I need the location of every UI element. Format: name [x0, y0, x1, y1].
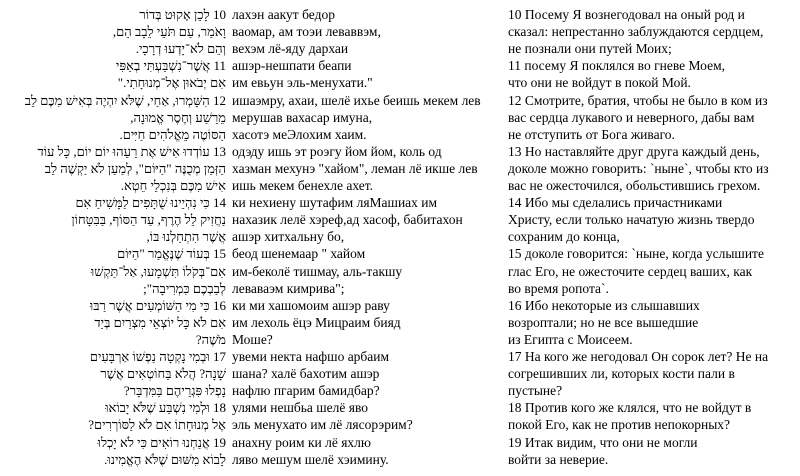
russian-line: Христу, если только начатую жизнь твердо: [508, 212, 755, 228]
russian-line: возроптали; но не все вышедшие: [508, 314, 699, 330]
hebrew-line: 15 בְּעוֹד שֶׁנֶּאֱמַר "הַיּוֹם: [117, 246, 226, 262]
hebrew-line: וָאֹמַר, עַם תֹּעֵי לֵבָב הֵם,: [112, 24, 226, 40]
russian-line: вас сердца лукавого и неверного, дабы вам: [508, 109, 755, 125]
hebrew-line: 10 לָכֵן אָקוּט בְּדוֹר: [139, 7, 226, 22]
transliteration-line: нахазик лелё хэреф,ад хасоф, бабитахон: [232, 212, 463, 228]
transliteration-line: эль менухато им лё лясорэрим?: [232, 417, 413, 433]
russian-line: что они не войдут в покой Мой.: [508, 75, 691, 91]
hebrew-line: 12 הִשָּׁמְרוּ, אַחַי, שֶׁלֹּא יִהְיֶה בְּאִישׁ מִכֶּם לֵב: [24, 92, 226, 108]
russian-line: не познали они путей Моих;: [508, 41, 672, 57]
hebrew-line: לָבוֹא מִשּׁוּם שֶׁלֹּא הֶאֱמִינוּ.: [104, 451, 226, 467]
transliteration-line: ваомар, ам тоэи леваввэм,: [232, 24, 381, 40]
russian-line: 13 Но наставляйте друг друга каждый день,: [508, 143, 760, 159]
russian-line: 15 доколе говорится: `ныне, когда услышите: [508, 246, 764, 262]
russian-line: 11 посему Я поклялся во гневе Моем,: [508, 58, 725, 74]
transliteration-line: лахэн аакут бедор: [232, 7, 335, 22]
transliteration-line: хазман мехунэ "хайом", леман лё икше лев: [232, 160, 478, 176]
transliteration-line: ашэр-нешпати беапи: [232, 58, 352, 74]
transliteration-line: ки ми хашомоим ашэр раву: [232, 297, 390, 313]
russian-line: во время ропота`.: [508, 280, 609, 296]
transliteration-line: ашэр хитхальну бо,: [232, 229, 345, 245]
transliteration-line: им-беколё тишмау, аль-такшу: [232, 263, 403, 279]
russian-line: вас не ожесточился, обольстившись грехом.: [508, 178, 761, 193]
hebrew-line: נַחֲזִיק לֵל הֶרֶף, עַד הַסּוֹף, בַּבִּטָּחוֹן: [71, 212, 226, 228]
hebrew-line: מֹשֶׁה?: [195, 331, 226, 347]
transliteration-line: леваваэм кимрива";: [232, 280, 345, 296]
transliteration-line: Моше?: [232, 331, 273, 347]
russian-line: сказал: непрестанно заблуждаются сердцем,: [508, 24, 764, 40]
russian-line: 17 На кого же негодовал Он сорок лет? Не на: [508, 349, 769, 364]
transliteration-line: анахну роим ки лё яхлю: [232, 434, 371, 450]
hebrew-line: שָׁנָה? הֲלֹא בַּחוֹטְאִים אֲשֶׁר: [100, 366, 226, 382]
hebrew-line: אֶל מְנוּחָתוֹ אִם לֹא לַסּוֹרְרִים?: [88, 417, 226, 433]
transliteration-line: им евьун эль-менухати.": [232, 75, 373, 91]
russian-line: 16 Ибо некоторые из слышавших: [508, 297, 700, 313]
hebrew-line: אִישׁ מִכֶּם בְּנִכְלֵי חֵטְא.: [120, 178, 226, 193]
text-row: [0, 449, 800, 470]
transliteration-line: улями нешбьа шелё яво: [232, 400, 368, 416]
hebrew-line: אִם לֹא כָּל יוֹצְאֵי מִצְרַיִם בְּיַד: [94, 314, 226, 330]
transliteration-line: ляво мешум шелё хэимину.: [232, 451, 389, 467]
russian-line: покой Его, как не против непокорных?: [508, 417, 731, 433]
hebrew-line: מֵרֵשַׁע וְחֶסֶר אֱמוּנָה,: [130, 109, 226, 125]
hebrew-line: וְהֵם לֹא־יָדְעוּ דְרָכָי.: [135, 41, 226, 57]
russian-line: из Египта с Моисеем.: [508, 331, 633, 347]
russian-line: 19 Итак видим, что они не могли: [508, 434, 698, 450]
hebrew-line: 13 עוֹדְדוּ אִישׁ אֶת רֵעֵהוּ יוֹם יוֹם, כָּל עוֹד: [37, 143, 226, 159]
russian-line: 12 Смотрите, братия, чтобы не было в ком из: [508, 92, 768, 108]
hebrew-line: נָפְלוּ פִּגְרֵיהֶם בַּמִּדְבָּר?: [123, 383, 226, 399]
russian-line: доколе можно говорить: `ныне`, чтобы кто из: [508, 160, 769, 176]
hebrew-line: 16 כִּי מִי הַשּׁוֹמְעִים אֲשֶׁר רַבּוּ: [89, 297, 226, 313]
transliteration-line: им лехоль ёцэ Мицраим бияд: [232, 314, 401, 330]
transliteration-line: одэду ишь эт роэгу йом йом, коль од: [232, 143, 442, 159]
hebrew-line: 14 כִּי נִהְיֵינוּ שֻׁתָּפִים לַמָּשִׁיחַ אִם: [75, 195, 226, 211]
transliteration-line: ишаэмру, ахаи, шелё ихье беишь мекем лев: [232, 92, 481, 108]
transliteration-line: нафлю пгарим бамидбар?: [232, 383, 380, 399]
transliteration-line: хасотэ меЭлохим хаим.: [232, 126, 367, 142]
hebrew-line: 19 אֲנַחְנוּ רוֹאִים כִּי לֹא יָכְלוּ: [97, 434, 226, 450]
transliteration-line: ки нехиену шутафим ляМашиах им: [232, 195, 438, 211]
russian-line: пустыне?: [508, 383, 563, 399]
transliteration-line: мерушав вахасар имуна,: [232, 109, 373, 125]
russian-line: согрешивших ли, которых кости пали в: [508, 366, 735, 382]
russian-line: войти за неверие.: [508, 451, 609, 467]
hebrew-line: אֲשֶׁר הִתְחַלְנוּ בּוֹ,: [146, 229, 226, 245]
hebrew-line: 18 וּלְמִי נִשְׁבַּע שֶׁלֹּא יָבוֹאוּ: [105, 400, 226, 416]
russian-line: 10 Посему Я вознегодовал на оный род и: [508, 7, 745, 22]
transliteration-line: вехэм лё-яду дархаи: [232, 41, 349, 57]
russian-line: сохраним до конца,: [508, 229, 620, 245]
hebrew-line: הַזְּמַן מְכֻנֶּה "הַיּוֹם", לְמַעַן לֹא יַקְשֶׁה לֵב: [44, 160, 226, 176]
russian-line: глас Его, не ожесточите сердец ваших, как: [508, 263, 753, 279]
transliteration-line: беод шенемаар " хайом: [232, 246, 366, 262]
russian-line: не отступить от Бога живаго.: [508, 126, 675, 142]
hebrew-line: לְבַבְכֶם כִּמְרִיבָה";: [143, 280, 226, 296]
russian-line: 14 Ибо мы сделались причастниками: [508, 195, 723, 211]
hebrew-line: אִם יְבֹאוּן אֶל־מְנוּחָתִי.": [117, 75, 226, 91]
transliteration-line: шана? халё бахотим ашэр: [232, 366, 380, 382]
transliteration-line: ишь мекем бенехле ахет.: [232, 178, 374, 193]
russian-line: 18 Против кого же клялся, что не войдут в: [508, 400, 752, 416]
hebrew-line: הַסּוֹטֶה מֵאֱלֹהִים חַיִּים.: [119, 126, 226, 142]
hebrew-line: 17 וּבְמִי נָקְטָה נַפְשׁוֹ אַרְבָּעִים: [89, 349, 226, 364]
hebrew-line: 11 אֲשֶׁר־נִשְׁבַּעְתִּי בְאַפִּי: [115, 58, 226, 74]
hebrew-line: אִם־בְּקֹלוֹ תִּשְׁמָעוּ, אַל־תַּקְשׁוּ: [90, 263, 226, 279]
transliteration-line: увеми некта нафшо арбаим: [232, 349, 390, 364]
